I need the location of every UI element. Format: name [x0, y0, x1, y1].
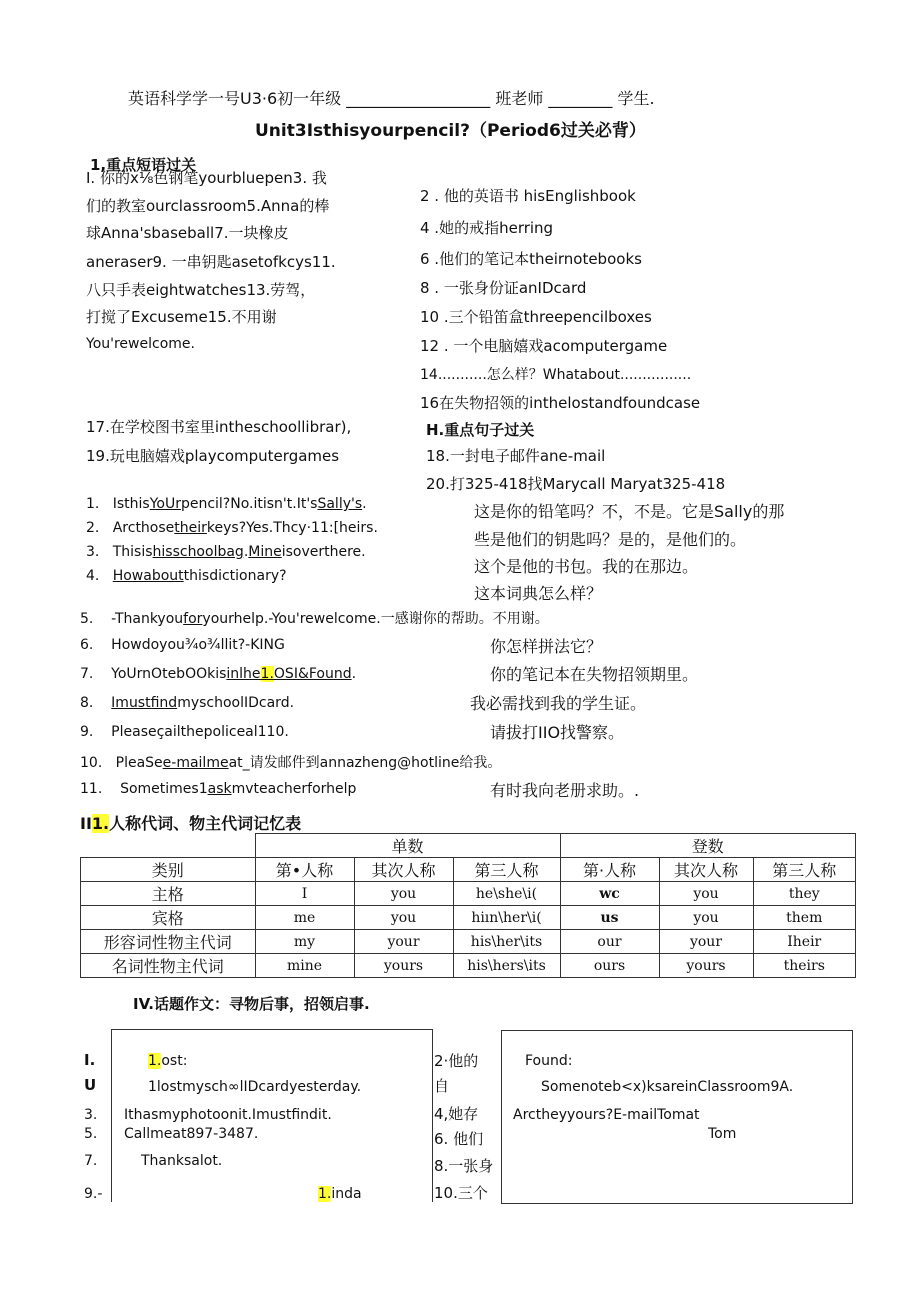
table-cell: mine [255, 954, 354, 978]
table-person-header: 第•人称 [255, 858, 354, 882]
sentence-en: 3. Thisishisschoolbag.Mineisoverthere. [86, 544, 366, 560]
header-line: 英语科学学一号U3·6初一年级 __________________ 班老师 ________ 学生. [128, 89, 655, 108]
found-notice-line: Arctheyyours?E-mailTomat [513, 1107, 700, 1123]
phrase-line: You'rewelcome. [86, 336, 195, 352]
phrase-line: 14...........怎么样？Whatabout................ [420, 367, 692, 383]
phrase-line: 10 .三个铅笛盒threepencilboxes [420, 308, 652, 326]
table-group-header: 单数 [255, 834, 560, 858]
table-row-label: 名词性物主代词 [81, 954, 256, 978]
sentence-en: 8. ImustfindmyschoolIDcard. [80, 695, 295, 711]
table-cell: wc [560, 882, 659, 906]
margin-number: 2·他的 [434, 1052, 479, 1070]
table-cell: yours [354, 954, 453, 978]
sentence-cn: 些是他们的钥匙吗？是的，是他们的。 [474, 530, 747, 549]
sentence-en: 9. Pleaseçailthepoliceal110. [80, 724, 289, 740]
lost-notice-line: Callmeat897-3487. [124, 1126, 259, 1142]
found-notice-line: Somenoteb<x)ksareinClassroom9A. [541, 1079, 794, 1095]
margin-number: 6. 他们 [434, 1130, 484, 1148]
sentence-en: 5. -Thankyouforyourhelp.-You'rewelcome.一感谢你的帮助。不用谢。 [80, 611, 549, 627]
table-row [81, 882, 856, 906]
sentence-cn: 有时我向老册求助。. [490, 781, 640, 800]
table-cell: yours [659, 954, 753, 978]
margin-number: 8.一张身 [434, 1157, 494, 1175]
lost-notice-line: Thanksalot. [141, 1153, 223, 1169]
margin-number: U [84, 1076, 97, 1094]
lost-notice-line: Ithasmyphotoonit.Imustfindit. [124, 1107, 332, 1123]
table-cell: theirs [753, 954, 856, 978]
section1-heading: 1,重点短语过关 [90, 156, 197, 174]
phrase-line: 19.玩电脑嬉戏playcomputergames [86, 447, 340, 465]
margin-number: 10.三个 [434, 1184, 488, 1202]
table-category-header: 类别 [81, 858, 256, 882]
table-person-header: 其次人称 [354, 858, 453, 882]
found-notice-title: Found: [525, 1053, 573, 1069]
sentence-en: 2. Arcthosetheirkeys?Yes.Thcy·11:[heirs. [86, 520, 378, 536]
sentence-cn: 请拔打IIO找警察。 [490, 723, 625, 742]
table-cell: hiın\her\i( [453, 906, 560, 930]
sentence-cn: 这个是他的书包。我的在那边。 [474, 557, 699, 576]
phrase-line: 18.一封电子邮件ane-mail [426, 447, 606, 465]
phrase-line: 4 .她的戒指herring [420, 219, 554, 237]
table-cell: my [255, 930, 354, 954]
phrase-line: 球Anna'sbaseball7.一块橡皮 [86, 224, 289, 242]
sentence-en: 11. Sometimes1askmvteacherforhelp [80, 781, 357, 797]
table-row-label: 主格 [81, 882, 256, 906]
phrase-line: 6 .他们的笔记本theirnotebooks [420, 250, 642, 268]
sentence-cn: 我必需找到我的学生证。 [470, 694, 647, 713]
sentence-cn: 这本词典怎么样？ [474, 584, 603, 603]
phrase-line: aneraser9. 一串钥匙asetofkcys11. [86, 253, 336, 271]
table-cell: your [354, 930, 453, 954]
table-row [81, 906, 856, 930]
margin-number: I. [84, 1051, 96, 1069]
table-cell: I [255, 882, 354, 906]
table-cell: they [753, 882, 856, 906]
table-corner [81, 834, 256, 858]
table-cell: them [753, 906, 856, 930]
section3-heading: II1.人称代词、物主代词记忆表 [80, 814, 302, 833]
lost-notice-signature: 1.inda [318, 1186, 362, 1202]
table-cell: your [659, 930, 753, 954]
table-row [81, 930, 856, 954]
table-cell: he\she\i( [453, 882, 560, 906]
margin-number: 4,她存 [434, 1105, 479, 1123]
table-cell: you [659, 882, 753, 906]
lost-notice-line: 1lostmysch∞lIDcardyesterday. [148, 1079, 362, 1095]
sentence-en: 7. YoUrnOtebOOkisinlhe1.OSI&Found. [80, 666, 357, 682]
lost-notice-title: 1.ost: [148, 1053, 188, 1069]
table-person-header: 第三人称 [453, 858, 560, 882]
table-cell: his\her\its [453, 930, 560, 954]
sentence-cn: 你的笔记本在失物招领期里。 [490, 665, 699, 684]
margin-number: 3. [84, 1107, 98, 1123]
phrase-line: 八只手表eightwatches13.劳驾， [86, 281, 316, 299]
sentence-cn: 这是你的铅笔吗？不，不是。它是Sally的那 [474, 502, 785, 521]
table-person-header: 其次人称 [659, 858, 753, 882]
sentence-en: 6. Howdoyou¾o¾llit?-KING [80, 637, 285, 653]
table-cell: you [354, 906, 453, 930]
phrase-line: 16在失物招领的inthelostandfoundcase [420, 394, 701, 412]
table-group-header: 登数 [560, 834, 856, 858]
table-row-label: 形容词性物主代词 [81, 930, 256, 954]
phrase-line: I. 你的ⅹ⅛色钢笔yourbluepen3. 我 [86, 169, 327, 187]
phrase-line: 打搅了Excuseme15.不用谢 [86, 308, 277, 326]
margin-number: 9.- [84, 1186, 103, 1202]
sentence-en: 4. Howaboutthisdictionary? [86, 568, 287, 584]
phrase-line: 2 . 他的英语书 hisEnglishbook [420, 187, 636, 205]
phrase-line: 们的教室ourclassroom5.Anna的棒 [86, 197, 330, 215]
phrase-line: 20.打325-418找Marycall Maryat325-418 [426, 475, 726, 493]
table-person-header: 第三人称 [753, 858, 856, 882]
margin-number: 5. [84, 1126, 98, 1142]
found-notice-signature: Tom [708, 1126, 737, 1142]
phrase-line: 17.在学校图书室里intheschoollibrar), [86, 418, 352, 436]
section2-heading: H.重点句子过关 [426, 421, 535, 439]
table-row [81, 954, 856, 978]
sentence-en: 1. IsthisYoUrpencil?No.itisn't.It'sSally's. [86, 496, 367, 512]
margin-number: 自 [434, 1077, 450, 1095]
table-cell: Iheir [753, 930, 856, 954]
table-cell: you [354, 882, 453, 906]
table-cell: us [560, 906, 659, 930]
table-cell: our [560, 930, 659, 954]
margin-number: 7. [84, 1153, 98, 1169]
table-row-label: 宾格 [81, 906, 256, 930]
phrase-line: 8 . 一张身份证anIDcard [420, 279, 587, 297]
section4-heading: IV.话题作文：寻物后事，招领启事. [133, 995, 370, 1013]
table-cell: ours [560, 954, 659, 978]
sentence-cn: 你怎样拼法它？ [490, 637, 603, 656]
table-cell: his\hers\its [453, 954, 560, 978]
table-cell: you [659, 906, 753, 930]
table-person-header: 第·人称 [560, 858, 659, 882]
phrase-line: 12 . 一个电脑嬉戏acomputergame [420, 337, 668, 355]
page-title: Unit3Isthisyourpencil?（Period6过关必背） [255, 121, 646, 141]
pronoun-table [80, 833, 856, 978]
table-cell: me [255, 906, 354, 930]
sentence-en: 10. PleaSee-mailmeat_请发邮件到annazheng@hotline给我。 [80, 755, 502, 771]
